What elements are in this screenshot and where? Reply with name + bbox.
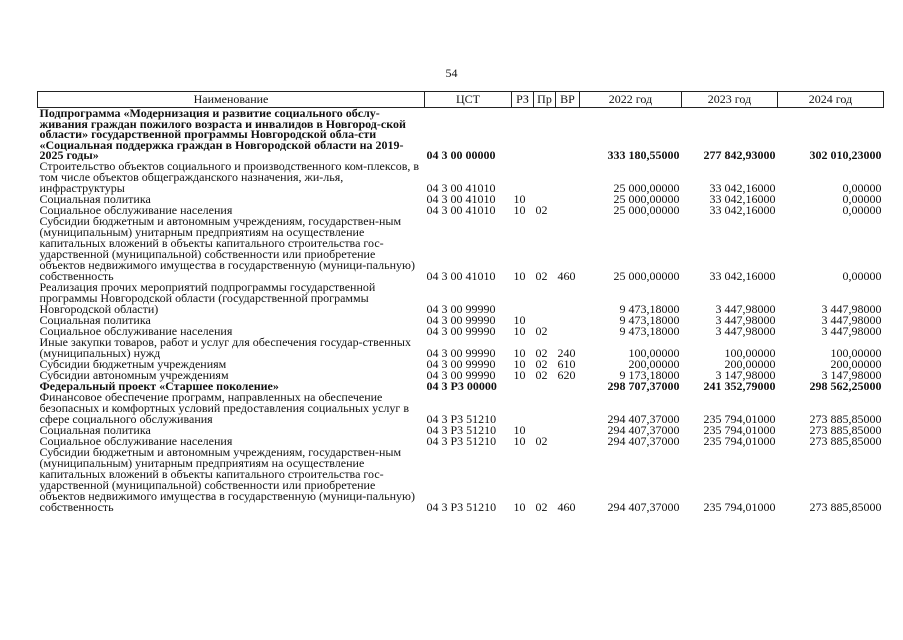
cell-2024: 273 885,85000 xyxy=(809,433,882,448)
cell-2023: 235 794,01000 xyxy=(703,411,776,426)
cell-rz: 10 xyxy=(513,323,526,338)
cell-vr xyxy=(556,425,580,436)
cell-name: Финансовое обеспечение программ, направленных на обеспечение безопасных и комфортных условий предоставления социальных услуг в сфере социального обслуживания xyxy=(39,389,409,426)
header-rz: РЗ xyxy=(512,92,534,108)
cell-name: Субсидии бюджетным и автономным учреждениям, государствен-ным (муниципальным) унитарным предприятиям на осуществление капитальных вложений в объекты капитального строительства гос-ударственной (муниципальной) собственности или приобретение объектов недвижимого имущества в государственную (муници-пальную) собственность xyxy=(39,444,415,514)
cell-pr: 02 xyxy=(535,345,548,360)
cell-2024: 273 885,85000 xyxy=(809,411,882,426)
cell-2023: 277 842,93000 xyxy=(703,147,776,162)
cell-2024: 200,00000 xyxy=(830,356,882,371)
cell-2023: 3 447,98000 xyxy=(715,301,776,316)
cell-rz xyxy=(512,161,534,194)
cell-vr xyxy=(556,205,580,216)
cell-vr xyxy=(556,326,580,337)
cell-rz: 10 xyxy=(513,191,526,206)
cell-pr: 02 xyxy=(535,499,548,514)
cell-cst: 04 3 Р3 51210 xyxy=(426,433,497,448)
table-row xyxy=(38,108,884,161)
cell-cst: 04 3 00 99990 xyxy=(426,356,496,371)
cell-rz: 10 xyxy=(513,422,526,437)
cell-2023: 100,00000 xyxy=(724,345,776,360)
cell-name: Субсидии автономным учреждениям xyxy=(39,367,229,382)
cell-2022: 294 407,37000 xyxy=(607,411,680,426)
cell-2023: 200,00000 xyxy=(724,356,776,371)
cell-name: Федеральный проект «Старшее поколение» xyxy=(39,378,279,393)
cell-name: Подпрограмма «Модернизация и развитие социального обслу-живания граждан пожилого возраста и инвалидов в Новгород-ской области» государственной программы Новгородской обла-сти «Социальная поддержка граждан в Новгородской области на 2019-2025 годы» xyxy=(39,106,406,162)
cell-2022: 294 407,37000 xyxy=(607,433,680,448)
cell-cst: 04 3 00 99990 xyxy=(426,312,496,327)
cell-2023: 235 794,01000 xyxy=(703,499,776,514)
table-row xyxy=(38,447,884,513)
cell-vr xyxy=(556,282,580,315)
cell-name: Социальная политика xyxy=(39,312,151,327)
cell-2024: 298 562,25000 xyxy=(809,378,882,393)
cell-cst: 04 3 00 99990 xyxy=(426,323,496,338)
header-2022: 2022 год xyxy=(580,92,682,108)
cell-rz: 10 xyxy=(513,433,526,448)
cell-name: Социальное обслуживание населения xyxy=(39,323,233,338)
cell-cst: 04 3 00 41010 xyxy=(426,202,496,217)
cell-rz xyxy=(512,108,534,161)
cell-vr: 620 xyxy=(557,367,576,382)
cell-2022: 25 000,00000 xyxy=(613,191,680,206)
cell-2022: 9 173,18000 xyxy=(619,367,680,382)
cell-vr: 240 xyxy=(557,345,576,360)
cell-pr: 02 xyxy=(535,433,548,448)
cell-pr: 02 xyxy=(535,323,548,338)
cell-vr: 460 xyxy=(557,499,576,514)
cell-2023: 33 042,16000 xyxy=(709,180,776,195)
cell-2023: 3 147,98000 xyxy=(715,367,776,382)
table-row xyxy=(38,392,884,425)
cell-cst: 04 3 00 41010 xyxy=(426,268,496,283)
cell-cst: 04 3 00 41010 xyxy=(426,191,496,206)
cell-cst: 04 3 00 99990 xyxy=(426,345,496,360)
cell-cst: 04 3 00 00000 xyxy=(426,147,496,162)
cell-cst: 04 3 00 99990 xyxy=(426,367,496,382)
cell-2022: 200,00000 xyxy=(628,356,680,371)
cell-rz: 10 xyxy=(513,202,526,217)
cell-2024: 3 447,98000 xyxy=(821,312,882,327)
cell-rz xyxy=(512,282,534,315)
cell-2022: 298 707,37000 xyxy=(607,378,680,393)
cell-cst: 04 3 Р3 51210 xyxy=(426,422,497,437)
cell-name: Социальное обслуживание населения xyxy=(39,202,233,217)
cell-cst: 04 3 00 41010 xyxy=(426,180,496,195)
cell-2024: 0,00000 xyxy=(842,180,882,195)
cell-name: Иные закупки товаров, работ и услуг для обеспечения государ-ственных (муниципальных) нужд xyxy=(39,334,411,360)
cell-2024: 3 447,98000 xyxy=(821,301,882,316)
cell-cst: 04 3 00 99990 xyxy=(426,301,496,316)
cell-vr xyxy=(556,381,580,392)
cell-vr xyxy=(556,194,580,205)
cell-2024: 0,00000 xyxy=(842,268,882,283)
cell-vr xyxy=(556,436,580,447)
cell-2024: 273 885,85000 xyxy=(809,422,882,437)
table-row xyxy=(38,216,884,282)
cell-rz: 10 xyxy=(513,345,526,360)
cell-pr xyxy=(534,282,556,315)
cell-pr: 02 xyxy=(535,268,548,283)
header-2023: 2023 год xyxy=(682,92,778,108)
header-2024: 2024 год xyxy=(778,92,884,108)
cell-name: Строительство объектов социального и производственного ком-плексов, в том числе объектов общегражданского назначения, жи-лья, инфраструктуры xyxy=(39,158,420,195)
cell-2023: 33 042,16000 xyxy=(709,202,776,217)
cell-2022: 9 473,18000 xyxy=(619,312,680,327)
cell-2024: 3 147,98000 xyxy=(821,367,882,382)
cell-pr xyxy=(534,392,556,425)
cell-2024: 0,00000 xyxy=(842,202,882,217)
budget-table xyxy=(37,91,884,513)
header-vr: ВР xyxy=(556,92,580,108)
cell-rz: 10 xyxy=(513,356,526,371)
cell-2024: 273 885,85000 xyxy=(809,499,882,514)
cell-2023: 241 352,79000 xyxy=(703,378,776,393)
cell-2022: 25 000,00000 xyxy=(613,180,680,195)
cell-2022: 9 473,18000 xyxy=(619,301,680,316)
cell-rz: 10 xyxy=(513,367,526,382)
table-row xyxy=(38,337,884,359)
cell-name: Социальная политика xyxy=(39,422,151,437)
cell-pr: 02 xyxy=(535,202,548,217)
cell-vr xyxy=(556,161,580,194)
cell-2024: 0,00000 xyxy=(842,191,882,206)
cell-name: Социальное обслуживание населения xyxy=(39,433,233,448)
cell-name: Социальная политика xyxy=(39,191,151,206)
cell-pr: 02 xyxy=(535,367,548,382)
cell-pr xyxy=(534,161,556,194)
header-cst: ЦСТ xyxy=(425,92,512,108)
cell-rz: 10 xyxy=(513,499,526,514)
cell-2023: 235 794,01000 xyxy=(703,422,776,437)
cell-2022: 25 000,00000 xyxy=(613,268,680,283)
table-body xyxy=(38,108,884,513)
cell-2024: 3 447,98000 xyxy=(821,323,882,338)
cell-cst: 04 3 Р3 51210 xyxy=(426,411,497,426)
cell-vr: 610 xyxy=(557,356,576,371)
cell-vr xyxy=(556,315,580,326)
cell-vr xyxy=(556,108,580,161)
cell-name: Реализация прочих мероприятий подпрограммы государственной программы Новгородской области (государственной программы Новгородской области) xyxy=(39,279,376,316)
cell-pr: 02 xyxy=(535,356,548,371)
cell-2022: 333 180,55000 xyxy=(607,147,680,162)
cell-rz xyxy=(512,392,534,425)
page-number: 54 xyxy=(445,66,458,80)
cell-2023: 33 042,16000 xyxy=(709,268,776,283)
cell-vr xyxy=(556,392,580,425)
cell-2024: 302 010,23000 xyxy=(809,147,882,162)
cell-rz xyxy=(512,381,534,392)
cell-2022: 100,00000 xyxy=(628,345,680,360)
cell-2022: 294 407,37000 xyxy=(607,499,680,514)
cell-pr xyxy=(534,108,556,161)
cell-cst: 04 3 Р3 51210 xyxy=(426,499,497,514)
cell-vr: 460 xyxy=(557,268,576,283)
cell-2022: 294 407,37000 xyxy=(607,422,680,437)
cell-rz: 10 xyxy=(513,268,526,283)
cell-pr xyxy=(534,381,556,392)
table-row xyxy=(38,282,884,315)
table-row xyxy=(38,161,884,194)
header-pr: Пр xyxy=(534,92,556,108)
cell-2024: 100,00000 xyxy=(830,345,882,360)
cell-2022: 9 473,18000 xyxy=(619,323,680,338)
cell-name: Субсидии бюджетным учреждениям xyxy=(39,356,227,371)
cell-name: Субсидии бюджетным и автономным учреждениям, государствен-ным (муниципальным) унитарным предприятиям на осуществление капитальных вложений в объекты капитального строительства гос-ударственной (муниципальной) собственности или приобретение объектов недвижимого имущества в государственную (муници-пальную) собственность xyxy=(39,213,415,283)
cell-2022: 25 000,00000 xyxy=(613,202,680,217)
cell-2023: 235 794,01000 xyxy=(703,433,776,448)
cell-2023: 3 447,98000 xyxy=(715,323,776,338)
cell-cst: 04 3 Р3 00000 xyxy=(426,378,497,393)
cell-2023: 3 447,98000 xyxy=(715,312,776,327)
cell-rz: 10 xyxy=(513,312,526,327)
header-name: Наименование xyxy=(38,92,425,108)
cell-2023: 33 042,16000 xyxy=(709,191,776,206)
